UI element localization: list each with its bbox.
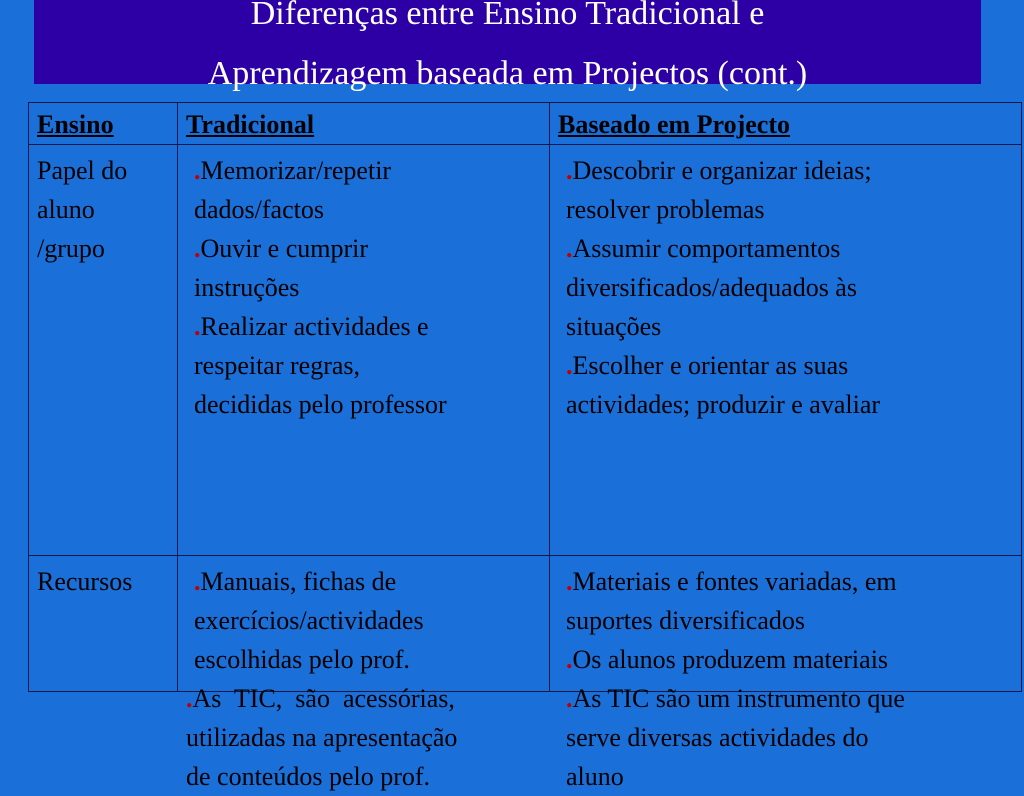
- row-label-line: aluno: [37, 195, 95, 224]
- bullet-dot: .: [194, 156, 201, 185]
- bullet-dot: .: [566, 567, 573, 596]
- header-tradicional: Tradicional: [178, 103, 550, 145]
- bullet-dot: .: [566, 156, 573, 185]
- bullet-dot: .: [194, 234, 201, 263]
- list-item-continuation: serve diversas actividades do: [566, 723, 869, 752]
- list-item-continuation: escolhidas pelo prof.: [194, 645, 410, 674]
- row-label-papel: [29, 145, 178, 556]
- slide-title-line-2: Aprendizagem baseada em Projectos (cont.): [207, 55, 808, 92]
- list-item-continuation: decididas pelo professor: [194, 390, 447, 419]
- list-item: .Ouvir e cumprir: [194, 234, 369, 263]
- list-item: .Memorizar/repetir: [194, 156, 392, 185]
- list-item-continuation: de conteúdos pelo prof.: [186, 762, 431, 791]
- list-item: .Manuais, fichas de: [194, 567, 397, 596]
- slide-title-line-1: Diferenças entre Ensino Tradicional e: [250, 0, 765, 32]
- row-label-recursos: [29, 556, 178, 691]
- list-item-continuation: respeitar regras,: [194, 351, 361, 380]
- header-ensino: Ensino: [29, 103, 178, 145]
- bullet-dot: .: [194, 312, 201, 341]
- list-item: .As TIC, são acessórias,: [186, 684, 455, 713]
- list-item-continuation: exercícios/actividades: [194, 606, 424, 635]
- list-item: .Materiais e fontes variadas, em: [566, 567, 897, 596]
- list-item: .Assumir comportamentos: [566, 234, 841, 263]
- cell-recursos-tradicional: [178, 556, 550, 791]
- list-item-continuation: resolver problemas: [566, 195, 765, 224]
- bullet-dot: .: [566, 684, 573, 713]
- bullet-dot: .: [566, 351, 573, 380]
- list-item-continuation: aluno: [566, 762, 624, 791]
- list-item-continuation: suportes diversificados: [566, 606, 806, 635]
- row-label-line: /grupo: [37, 234, 105, 263]
- row-label-line: Recursos: [37, 567, 133, 596]
- comparison-table: [28, 102, 1022, 791]
- bullet-dot: .: [566, 234, 573, 263]
- list-item-continuation: situações: [566, 312, 662, 341]
- row-label-line: Papel do: [37, 156, 128, 185]
- list-item-continuation: utilizadas na apresentação: [186, 723, 458, 752]
- cell-papel-tradicional: [178, 145, 550, 556]
- title-bar: [34, 0, 981, 92]
- list-item: .Realizar actividades e: [194, 312, 429, 341]
- bullet-dot: .: [186, 684, 193, 713]
- list-item: .Os alunos produzem materiais: [566, 645, 889, 674]
- list-item-continuation: instruções: [194, 273, 300, 302]
- list-item: .As TIC são um instrumento que: [566, 684, 905, 713]
- list-item-continuation: diversificados/adequados às: [566, 273, 857, 302]
- cell-recursos-projecto: [550, 556, 1021, 791]
- list-item-continuation: dados/factos: [194, 195, 324, 224]
- bullet-dot: .: [566, 645, 573, 674]
- list-item-continuation: actividades; produzir e avaliar: [566, 390, 881, 419]
- cell-papel-projecto: [550, 145, 1021, 556]
- list-item: .Descobrir e organizar ideias;: [566, 156, 872, 185]
- header-projecto: Baseado em Projecto: [550, 103, 1021, 145]
- list-item: .Escolher e orientar as suas: [566, 351, 849, 380]
- bullet-dot: .: [194, 567, 201, 596]
